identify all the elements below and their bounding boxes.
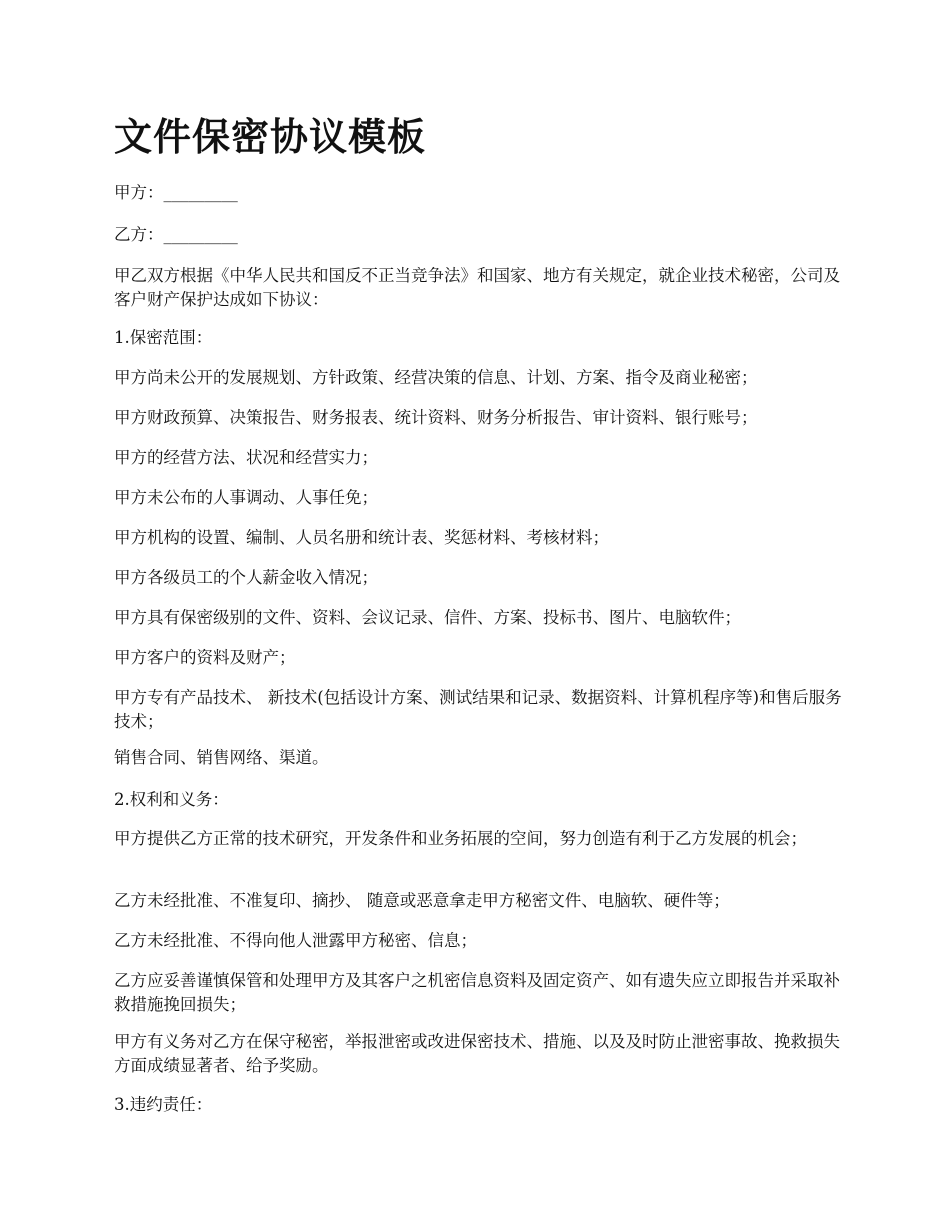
party-a-line bbox=[114, 181, 844, 205]
party-a-blank: _________ bbox=[163, 183, 238, 202]
section-2-item: 甲方提供乙方正常的技术研究，开发条件和业务拓展的空间，努力创造有利于乙方发展的机会； bbox=[114, 829, 807, 848]
intro-paragraph: 甲乙双方根据《中华人民共和国反不正当竞争法》和国家、地方有关规定，就企业技术秘密，公司及客户财产保护达成如下协议： bbox=[114, 266, 840, 309]
section-2-item: 乙方未经批准、不得向他人泄露甲方秘密、信息； bbox=[114, 931, 477, 950]
section-1-item: 甲方各级员工的个人薪金收入情况； bbox=[114, 568, 378, 587]
section-1-item: 甲方机构的设置、编制、人员名册和统计表、奖惩材料、考核材料； bbox=[114, 528, 609, 547]
section-2-item: 甲方有义务对乙方在保守秘密，举报泄密或改进保密技术、措施、以及及时防止泄密事故、挽救损失方面成绩显著者、给予奖励。 bbox=[114, 1032, 840, 1075]
party-a-label: 甲方： bbox=[114, 183, 164, 202]
document-title: 文件保密协议模板 bbox=[114, 115, 427, 159]
section-2-item: 乙方应妥善谨慎保管和处理甲方及其客户之机密信息资料及固定资产、如有遗失应立即报告并采取补救措施挽回损失； bbox=[114, 971, 840, 1014]
party-b-label: 乙方： bbox=[114, 225, 164, 244]
section-1-item: 甲方的经营方法、状况和经营实力； bbox=[114, 448, 378, 467]
section-1-heading: 1.保密范围： bbox=[114, 328, 213, 347]
section-1-item: 甲方具有保密级别的文件、资料、会议记录、信件、方案、投标书、图片、电脑软件； bbox=[114, 608, 741, 627]
section-2-item: 乙方未经批准、不准复印、摘抄、 随意或恶意拿走甲方秘密文件、电脑软、硬件等； bbox=[114, 891, 730, 910]
section-2-heading: 2.权利和义务： bbox=[114, 790, 229, 809]
section-1-item: 甲方专有产品技术、 新技术(包括设计方案、测试结果和记录、数据资料、计算机程序等)和售后服务技术； bbox=[114, 688, 842, 731]
section-1-item: 销售合同、销售网络、渠道。 bbox=[114, 748, 329, 767]
party-b-line bbox=[114, 223, 844, 247]
section-1-item: 甲方客户的资料及财产； bbox=[114, 648, 296, 667]
section-3-heading: 3.违约责任： bbox=[114, 1095, 213, 1114]
section-1-item: 甲方财政预算、决策报告、财务报表、统计资料、财务分析报告、审计资料、银行账号； bbox=[114, 408, 758, 427]
section-1-item: 甲方未公布的人事调动、人事任免； bbox=[114, 488, 378, 507]
section-1-item: 甲方尚未公开的发展规划、方针政策、经营决策的信息、计划、方案、指令及商业秘密； bbox=[114, 368, 758, 387]
party-b-blank: _________ bbox=[163, 225, 238, 244]
